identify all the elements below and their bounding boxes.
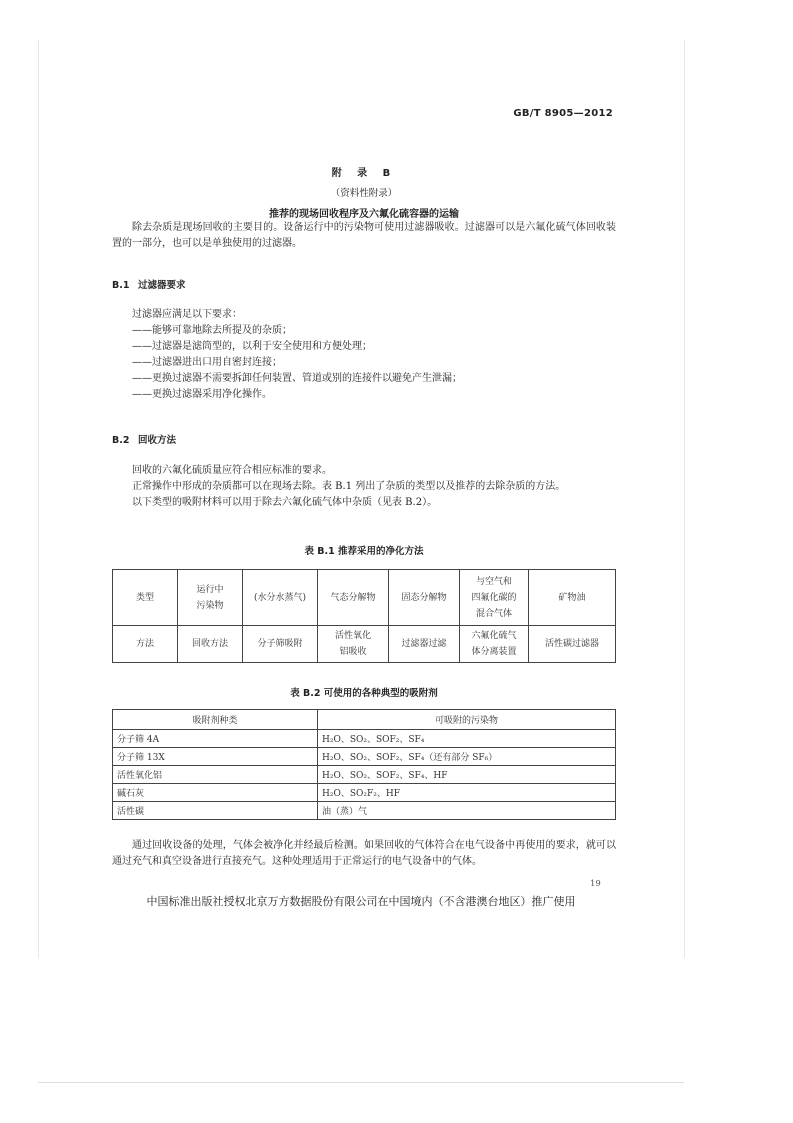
table-cell: 气态分解物	[318, 570, 389, 626]
table-cell: (水分水蒸气)	[243, 570, 318, 626]
table-cell: 分子筛 4A	[113, 730, 318, 748]
section-b1-intro: 过滤器应满足以下要求：	[132, 309, 242, 320]
table-cell: H₂O、SO₂、SOF₂、SF₄、HF	[318, 766, 616, 784]
table-header-cell: 吸附剂种类	[113, 710, 318, 730]
table-cell: 回收方法	[178, 626, 243, 663]
table-row	[113, 730, 616, 748]
standard-number: GB/T 8905—2012	[513, 108, 613, 119]
section-b2-body	[112, 463, 616, 511]
table-cell: H₂O、SO₂、SOF₂、SF₄（还有部分 SF₆）	[318, 748, 616, 766]
list-item: ——过滤器进出口用自密封连接；	[132, 357, 282, 368]
table-cell: 类型	[113, 570, 178, 626]
table-cell: 过滤器过滤	[389, 626, 460, 663]
table-cell: 油（蒸）气	[318, 802, 616, 820]
table-b1-method-row	[113, 626, 616, 663]
page-margin-line-left	[38, 40, 39, 958]
section-b2-number: B.2	[112, 435, 130, 446]
appendix-title-block	[112, 164, 616, 220]
table-cell: 与空气和 四氟化碳的 混合气体	[460, 570, 529, 626]
intro-section	[112, 220, 616, 252]
table-cell: 分子筛吸附	[243, 626, 318, 663]
closing-section	[112, 838, 616, 870]
table-b1	[112, 569, 616, 663]
intro-paragraph: 除去杂质是现场回收的主要目的。设备运行中的污染物可使用过滤器吸收。过滤器可以是六氟化硫气体回收装置的一部分，也可以是单独使用的过滤器。	[112, 222, 616, 249]
list-item: ——过滤器是滤筒型的，以利于安全使用和方便处理；	[132, 341, 372, 352]
table-b2-caption: 表 B.2 可使用的各种典型的吸附剂	[290, 688, 438, 699]
section-b2-paragraph: 以下类型的吸附材料可以用于除去六氟化硫气体中杂质（见表 B.2）。	[132, 497, 438, 508]
page-number: 19	[590, 879, 601, 889]
table-b2	[112, 709, 616, 820]
table-cell: 固态分解物	[389, 570, 460, 626]
table-cell: 活性碳	[113, 802, 318, 820]
table-cell: 六氟化硫气 体分离装置	[460, 626, 529, 663]
page-bottom-line	[38, 1082, 684, 1083]
closing-paragraph: 通过回收设备的处理，气体会被净化并经最后检测。如果回收的气体符合在电气设备中再使用的要求，就可以通过充气和真空设备进行直接充气。这种处理适用于正常运行的电气设备中的气体。	[112, 840, 616, 867]
section-b2-paragraph: 正常操作中形成的杂质都可以在现场去除。表 B.1 列出了杂质的类型以及推荐的去除杂质的方法。	[132, 481, 566, 492]
appendix-subject: 推荐的现场回收程序及六氟化硫容器的运输	[269, 209, 459, 220]
table-header-cell: 可吸附的污染物	[318, 710, 616, 730]
table-cell: 碱石灰	[113, 784, 318, 802]
table-row	[113, 766, 616, 784]
section-b2-title: 回收方法	[138, 435, 177, 446]
table-b1-caption: 表 B.1 推荐采用的净化方法	[304, 546, 424, 557]
table-cell: 矿物油	[529, 570, 616, 626]
table-cell: 方法	[113, 626, 178, 663]
appendix-note: （资料性附录）	[330, 188, 398, 199]
section-b2-heading	[112, 432, 176, 446]
section-b2-paragraph: 回收的六氟化硫质量应符合相应标准的要求。	[132, 465, 332, 476]
table-cell: 分子筛 13X	[113, 748, 318, 766]
table-cell: 活性碳过滤器	[529, 626, 616, 663]
section-b1-body	[112, 307, 616, 403]
page-margin-line-right	[684, 40, 685, 958]
table-b2-header-row	[113, 710, 616, 730]
table-cell: 运行中 污染物	[178, 570, 243, 626]
authorization-footer: 中国标准出版社授权北京万方数据股份有限公司在中国境内（不含港澳台地区）推广使用	[146, 895, 576, 908]
section-b1-title: 过滤器要求	[138, 280, 186, 291]
table-cell: 活性氧化铝	[113, 766, 318, 784]
section-b1-heading	[112, 277, 186, 291]
table-row	[113, 802, 616, 820]
list-item: ——更换过滤器采用净化操作。	[132, 389, 272, 400]
section-b1-number: B.1	[112, 280, 130, 291]
table-cell: H₂O、SO₂、SOF₂、SF₄	[318, 730, 616, 748]
table-row	[113, 784, 616, 802]
list-item: ——更换过滤器不需要拆卸任何装置、管道或别的连接件以避免产生泄漏；	[132, 373, 462, 384]
table-cell: 活性氧化 铝吸收	[318, 626, 389, 663]
table-b1-type-row	[113, 570, 616, 626]
list-item: ——能够可靠地除去所提及的杂质；	[132, 325, 292, 336]
table-cell: H₂O、SO₂F₂、HF	[318, 784, 616, 802]
table-row	[113, 748, 616, 766]
appendix-title: 附 录 B	[331, 168, 397, 179]
